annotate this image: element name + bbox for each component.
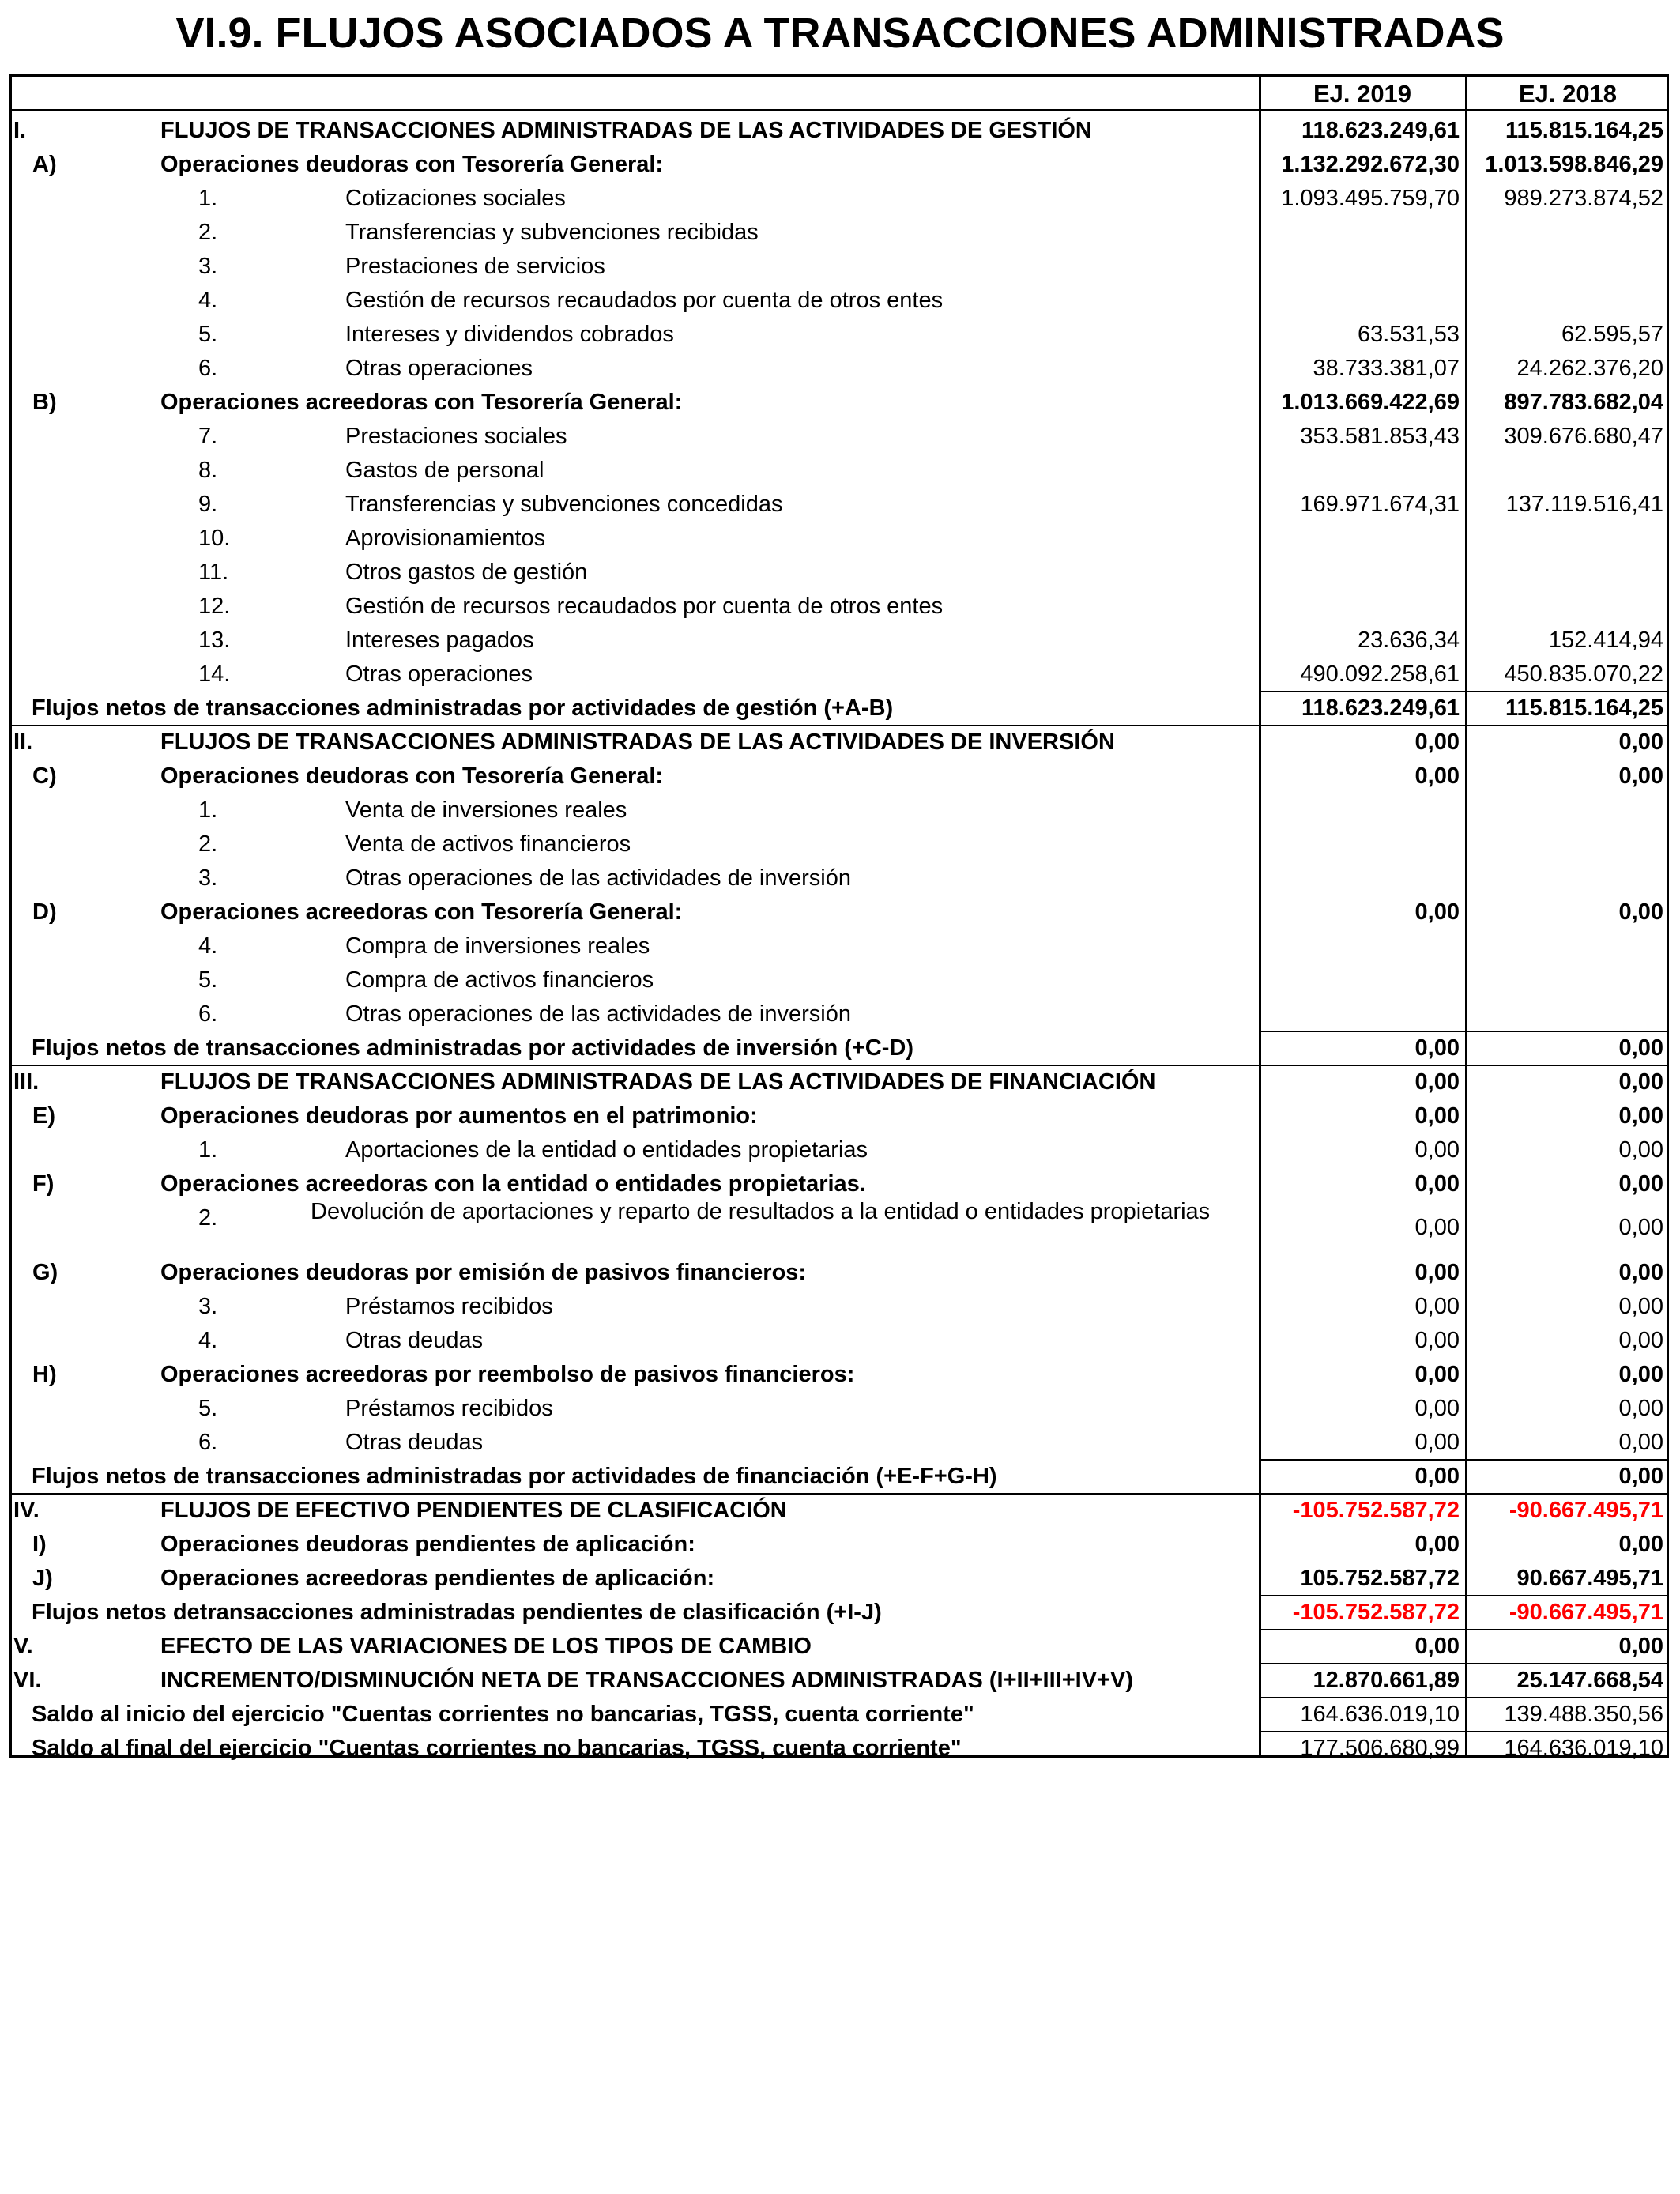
value-2019: -105.752.587,72 bbox=[1292, 1600, 1460, 1625]
table-row bbox=[12, 590, 1667, 622]
subtotal-rule bbox=[1259, 1595, 1467, 1596]
row-label: Cotizaciones sociales bbox=[345, 186, 566, 211]
row-label: Gestión de recursos recaudados por cuenta de otros entes bbox=[345, 288, 944, 313]
item-number: 2. bbox=[198, 220, 218, 245]
table-row bbox=[12, 1698, 1667, 1730]
value-2018: 139.488.350,56 bbox=[1504, 1702, 1663, 1727]
table-row bbox=[12, 828, 1667, 860]
value-2019: 23.636,34 bbox=[1357, 628, 1460, 653]
subtotal-rule bbox=[1259, 1629, 1467, 1630]
subsection-letter: E) bbox=[32, 1103, 55, 1129]
subsection-letter: I) bbox=[32, 1532, 47, 1557]
value-2018: 115.815.164,25 bbox=[1505, 118, 1663, 143]
value-2018: 25.147.668,54 bbox=[1516, 1668, 1663, 1693]
value-2019: 1.013.669.422,69 bbox=[1281, 390, 1460, 415]
subsection-letter: A) bbox=[32, 152, 57, 177]
section-rule bbox=[9, 1065, 1669, 1066]
item-number: 6. bbox=[198, 356, 218, 381]
table-row bbox=[12, 556, 1667, 588]
table-row bbox=[12, 319, 1667, 350]
row-label: Prestaciones sociales bbox=[345, 424, 567, 449]
row-label: Venta de activos financieros bbox=[345, 831, 631, 857]
value-2019: 105.752.587,72 bbox=[1300, 1566, 1460, 1591]
value-2018: 309.676.680,47 bbox=[1504, 424, 1663, 449]
value-2019: 353.581.853,43 bbox=[1300, 424, 1460, 449]
row-label: Saldo al final del ejercicio "Cuentas corrientes no bancarias, TGSS, cuenta corriente" bbox=[32, 1736, 962, 1761]
item-number: 10. bbox=[198, 526, 231, 551]
page-title: VI.9. FLUJOS ASOCIADOS A TRANSACCIONES ADMINISTRADAS bbox=[175, 9, 1505, 57]
row-label: Intereses y dividendos cobrados bbox=[345, 322, 674, 347]
value-2018: 0,00 bbox=[1618, 1294, 1663, 1319]
section-roman-numeral: I. bbox=[13, 118, 27, 143]
table-row bbox=[12, 1529, 1667, 1560]
row-label: Gestión de recursos recaudados por cuenta de otros entes bbox=[345, 594, 944, 619]
table-row bbox=[12, 386, 1667, 418]
row-label: Compra de inversiones reales bbox=[345, 933, 650, 959]
value-2018: 137.119.516,41 bbox=[1505, 492, 1663, 517]
value-2018: 0,00 bbox=[1618, 1396, 1663, 1421]
table-row bbox=[12, 1563, 1667, 1594]
table-row bbox=[12, 1291, 1667, 1322]
value-2019: 169.971.674,31 bbox=[1300, 492, 1460, 517]
item-number: 5. bbox=[198, 1396, 218, 1421]
row-label: Otras deudas bbox=[345, 1430, 484, 1455]
table-row bbox=[12, 624, 1667, 656]
table-row bbox=[12, 285, 1667, 316]
value-2018: 0,00 bbox=[1618, 729, 1663, 755]
column-header-2018: EJ. 2018 bbox=[1518, 80, 1618, 107]
table-row bbox=[12, 1257, 1667, 1288]
row-label: Gastos de personal bbox=[345, 458, 544, 483]
table-row bbox=[12, 1393, 1667, 1424]
row-label: FLUJOS DE EFECTIVO PENDIENTES DE CLASIFICACIÓN bbox=[160, 1498, 787, 1523]
table-row bbox=[12, 726, 1667, 758]
subtotal-rule bbox=[1465, 1731, 1669, 1732]
table-row bbox=[12, 488, 1667, 520]
subtotal-rule bbox=[1465, 1697, 1669, 1698]
table-row bbox=[12, 658, 1667, 690]
item-number: 12. bbox=[198, 594, 231, 619]
value-2019: 0,00 bbox=[1414, 1137, 1460, 1163]
item-number: 6. bbox=[198, 1001, 218, 1027]
table-row bbox=[12, 1168, 1667, 1200]
row-label: Operaciones acreedoras con Tesorería General: bbox=[160, 390, 683, 415]
row-label: Operaciones deudoras por aumentos en el patrimonio: bbox=[160, 1103, 758, 1129]
value-2019: 38.733.381,07 bbox=[1313, 356, 1460, 381]
item-number: 4. bbox=[198, 933, 218, 959]
item-number: 5. bbox=[198, 322, 218, 347]
value-2019: 0,00 bbox=[1414, 1103, 1460, 1129]
subtotal-rule bbox=[1465, 1459, 1669, 1461]
value-2018: 0,00 bbox=[1618, 1069, 1663, 1095]
value-2018: 0,00 bbox=[1618, 1171, 1663, 1197]
subsection-letter: G) bbox=[32, 1260, 58, 1285]
row-label: Otras operaciones de las actividades de inversión bbox=[345, 865, 851, 891]
row-label: INCREMENTO/DISMINUCIÓN NETA DE TRANSACCIONES ADMINISTRADAS (I+II+III+IV+V) bbox=[160, 1668, 1133, 1693]
table-row bbox=[12, 115, 1667, 146]
row-label: Flujos netos de transacciones administradas por actividades de financiación (+E-F+G-H) bbox=[32, 1464, 997, 1489]
row-label: FLUJOS DE TRANSACCIONES ADMINISTRADAS DE LAS ACTIVIDADES DE GESTIÓN bbox=[160, 118, 1092, 143]
value-2019: 0,00 bbox=[1414, 1430, 1460, 1455]
value-2019: 0,00 bbox=[1414, 899, 1460, 925]
table-row bbox=[12, 862, 1667, 894]
item-number: 9. bbox=[198, 492, 218, 517]
value-2018: 0,00 bbox=[1618, 1328, 1663, 1353]
value-2019: 118.623.249,61 bbox=[1301, 118, 1460, 143]
table-row bbox=[12, 1100, 1667, 1132]
item-number: 3. bbox=[198, 254, 218, 279]
section-rule bbox=[9, 725, 1669, 726]
item-number: 8. bbox=[198, 458, 218, 483]
row-label: Flujos netos de transacciones administradas por actividades de gestión (+A-B) bbox=[32, 696, 894, 721]
value-2018: 90.667.495,71 bbox=[1516, 1566, 1663, 1591]
subsection-letter: B) bbox=[32, 390, 57, 415]
row-label: FLUJOS DE TRANSACCIONES ADMINISTRADAS DE LAS ACTIVIDADES DE INVERSIÓN bbox=[160, 729, 1115, 755]
row-label: Préstamos recibidos bbox=[345, 1396, 553, 1421]
table-row bbox=[12, 149, 1667, 180]
row-label: Operaciones deudoras con Tesorería General: bbox=[160, 152, 664, 177]
row-label: Operaciones acreedoras por reembolso de pasivos financieros: bbox=[160, 1362, 855, 1387]
table-row bbox=[12, 217, 1667, 248]
table-row bbox=[12, 454, 1667, 486]
column-header-2019: EJ. 2019 bbox=[1313, 80, 1412, 107]
subtotal-rule bbox=[1259, 1663, 1467, 1664]
value-2019: 0,00 bbox=[1414, 729, 1460, 755]
row-label: Saldo al inicio del ejercicio "Cuentas corrientes no bancarias, TGSS, cuenta corriente" bbox=[32, 1702, 974, 1727]
value-2018: 0,00 bbox=[1618, 1634, 1663, 1659]
section-roman-numeral: V. bbox=[13, 1634, 33, 1659]
item-number: 7. bbox=[198, 424, 218, 449]
value-2018: 62.595,57 bbox=[1561, 322, 1663, 347]
row-label: Operaciones deudoras pendientes de aplicación: bbox=[160, 1532, 695, 1557]
value-2019: 12.870.661,89 bbox=[1313, 1668, 1460, 1693]
value-2019: 0,00 bbox=[1414, 1532, 1460, 1557]
value-2019: 0,00 bbox=[1414, 1069, 1460, 1095]
row-label: Intereses pagados bbox=[345, 628, 534, 653]
value-2018: 0,00 bbox=[1618, 1103, 1663, 1129]
value-2018: 0,00 bbox=[1618, 899, 1663, 925]
value-2019: 0,00 bbox=[1414, 1171, 1460, 1197]
value-2019: 0,00 bbox=[1414, 1396, 1460, 1421]
subtotal-rule bbox=[1259, 1697, 1467, 1698]
value-2018: 0,00 bbox=[1618, 1464, 1663, 1489]
value-2019: 177.506.680,99 bbox=[1300, 1736, 1460, 1761]
table-row bbox=[12, 692, 1667, 724]
row-label: Venta de inversiones reales bbox=[345, 797, 627, 823]
row-label: Otras operaciones bbox=[345, 662, 533, 687]
subsection-letter: D) bbox=[32, 899, 57, 925]
value-2019: 0,00 bbox=[1414, 763, 1460, 789]
subsection-letter: C) bbox=[32, 763, 57, 789]
value-2018: 1.013.598.846,29 bbox=[1485, 152, 1663, 177]
table-row bbox=[12, 352, 1667, 384]
row-label: FLUJOS DE TRANSACCIONES ADMINISTRADAS DE LAS ACTIVIDADES DE FINANCIACIÓN bbox=[160, 1069, 1156, 1095]
subtotal-rule bbox=[1465, 1595, 1669, 1596]
value-2019: 0,00 bbox=[1414, 1464, 1460, 1489]
row-label: Operaciones deudoras con Tesorería General: bbox=[160, 763, 664, 789]
value-2018: -90.667.495,71 bbox=[1509, 1498, 1663, 1523]
table-row bbox=[12, 1664, 1667, 1696]
value-2018: 450.835.070,22 bbox=[1504, 662, 1663, 687]
header-rule bbox=[9, 109, 1669, 111]
value-2018: 164.636.019,10 bbox=[1504, 1736, 1663, 1761]
row-label: Operaciones deudoras por emisión de pasivos financieros: bbox=[160, 1260, 807, 1285]
table-row bbox=[12, 998, 1667, 1030]
row-label: Operaciones acreedoras con Tesorería General: bbox=[160, 899, 683, 925]
value-2019: 0,00 bbox=[1414, 1634, 1460, 1659]
row-label: Prestaciones de servicios bbox=[345, 254, 605, 279]
item-number: 3. bbox=[198, 1294, 218, 1319]
value-2018: 0,00 bbox=[1618, 1430, 1663, 1455]
subtotal-rule bbox=[1465, 1031, 1669, 1032]
section-roman-numeral: VI. bbox=[13, 1668, 42, 1693]
section-rule bbox=[9, 1493, 1669, 1495]
value-2019: 0,00 bbox=[1414, 1215, 1460, 1240]
value-2018: 115.815.164,25 bbox=[1505, 696, 1663, 721]
value-2019: 0,00 bbox=[1414, 1035, 1460, 1061]
table-row bbox=[12, 1066, 1667, 1098]
item-number: 2. bbox=[198, 831, 218, 857]
subtotal-rule bbox=[1259, 1459, 1467, 1461]
row-label: Otras deudas bbox=[345, 1328, 484, 1353]
row-label: Devolución de aportaciones y reparto de resultados a la entidad o entidades propietarias bbox=[311, 1199, 1211, 1224]
value-2019: 1.093.495.759,70 bbox=[1281, 186, 1460, 211]
row-label: Transferencias y subvenciones recibidas bbox=[345, 220, 759, 245]
value-2019: -105.752.587,72 bbox=[1292, 1498, 1460, 1523]
row-label: Otras operaciones bbox=[345, 356, 533, 381]
subtotal-rule bbox=[1465, 1629, 1669, 1630]
table-row bbox=[12, 183, 1667, 214]
table-row bbox=[12, 1134, 1667, 1166]
row-label: Compra de activos financieros bbox=[345, 967, 654, 993]
row-label: Flujos netos de transacciones administradas por actividades de inversión (+C-D) bbox=[32, 1035, 914, 1061]
row-label: Otros gastos de gestión bbox=[345, 560, 588, 585]
row-label: EFECTO DE LAS VARIACIONES DE LOS TIPOS DE CAMBIO bbox=[160, 1634, 812, 1659]
value-2019: 1.132.292.672,30 bbox=[1281, 152, 1460, 177]
value-2019: 63.531,53 bbox=[1357, 322, 1460, 347]
value-2018: 0,00 bbox=[1618, 763, 1663, 789]
row-label: Operaciones acreedoras con la entidad o entidades propietarias. bbox=[160, 1171, 866, 1197]
table-row bbox=[12, 1199, 1667, 1240]
value-2019: 0,00 bbox=[1414, 1362, 1460, 1387]
subtotal-rule bbox=[1465, 1663, 1669, 1664]
item-number: 1. bbox=[198, 186, 218, 211]
value-2019: 0,00 bbox=[1414, 1260, 1460, 1285]
value-2018: 0,00 bbox=[1618, 1362, 1663, 1387]
subtotal-rule bbox=[1259, 1031, 1467, 1032]
item-number: 4. bbox=[198, 1328, 218, 1353]
value-2019: 0,00 bbox=[1414, 1328, 1460, 1353]
subtotal-rule bbox=[1465, 691, 1669, 692]
row-label: Aprovisionamientos bbox=[345, 526, 546, 551]
value-2018: 0,00 bbox=[1618, 1215, 1663, 1240]
value-2018: 0,00 bbox=[1618, 1035, 1663, 1061]
item-number: 3. bbox=[198, 865, 218, 891]
row-label: Otras operaciones de las actividades de inversión bbox=[345, 1001, 851, 1027]
subsection-letter: J) bbox=[32, 1566, 53, 1591]
item-number: 11. bbox=[198, 560, 229, 585]
value-2019: 164.636.019,10 bbox=[1300, 1702, 1460, 1727]
item-number: 14. bbox=[198, 662, 231, 687]
section-roman-numeral: III. bbox=[13, 1069, 40, 1095]
value-2018: 0,00 bbox=[1618, 1532, 1663, 1557]
section-roman-numeral: IV. bbox=[13, 1498, 40, 1523]
table-row bbox=[12, 964, 1667, 996]
row-label: Aportaciones de la entidad o entidades propietarias bbox=[345, 1137, 868, 1163]
value-2019: 490.092.258,61 bbox=[1300, 662, 1460, 687]
value-2018: 0,00 bbox=[1618, 1260, 1663, 1285]
table-row bbox=[12, 1359, 1667, 1390]
item-number: 6. bbox=[198, 1430, 218, 1455]
table-row bbox=[12, 1732, 1667, 1764]
table-row bbox=[12, 251, 1667, 282]
table-row bbox=[12, 1495, 1667, 1526]
row-label: Préstamos recibidos bbox=[345, 1294, 553, 1319]
value-2018: 897.783.682,04 bbox=[1504, 390, 1663, 415]
section-roman-numeral: II. bbox=[13, 729, 33, 755]
value-2019: 118.623.249,61 bbox=[1301, 696, 1460, 721]
row-label: Operaciones acreedoras pendientes de aplicación: bbox=[160, 1566, 715, 1591]
table-row bbox=[12, 1630, 1667, 1662]
value-2018: 0,00 bbox=[1618, 1137, 1663, 1163]
subtotal-rule bbox=[1259, 691, 1467, 692]
table-row bbox=[12, 1596, 1667, 1628]
value-2018: -90.667.495,71 bbox=[1509, 1600, 1663, 1625]
table-row bbox=[12, 794, 1667, 826]
table-row bbox=[12, 1461, 1667, 1492]
subtotal-rule bbox=[1259, 1731, 1467, 1732]
table-row bbox=[12, 420, 1667, 452]
table-row bbox=[12, 1325, 1667, 1356]
value-2018: 152.414,94 bbox=[1548, 628, 1663, 653]
subsection-letter: H) bbox=[32, 1362, 57, 1387]
value-2018: 24.262.376,20 bbox=[1516, 356, 1663, 381]
item-number: 13. bbox=[198, 628, 231, 653]
row-label: Flujos netos detransacciones administradas pendientes de clasificación (+I-J) bbox=[32, 1600, 882, 1625]
table-row bbox=[12, 896, 1667, 928]
table-row bbox=[12, 1427, 1667, 1458]
item-number: 2. bbox=[198, 1205, 218, 1231]
table-row bbox=[12, 760, 1667, 792]
item-number: 5. bbox=[198, 967, 218, 993]
value-2019: 0,00 bbox=[1414, 1294, 1460, 1319]
table-row bbox=[12, 522, 1667, 554]
row-label: Transferencias y subvenciones concedidas bbox=[345, 492, 783, 517]
item-number: 1. bbox=[198, 1137, 218, 1163]
subsection-letter: F) bbox=[32, 1171, 55, 1197]
item-number: 4. bbox=[198, 288, 218, 313]
table-row bbox=[12, 930, 1667, 962]
value-2018: 989.273.874,52 bbox=[1504, 186, 1663, 211]
item-number: 1. bbox=[198, 797, 218, 823]
table-row bbox=[12, 1032, 1667, 1064]
